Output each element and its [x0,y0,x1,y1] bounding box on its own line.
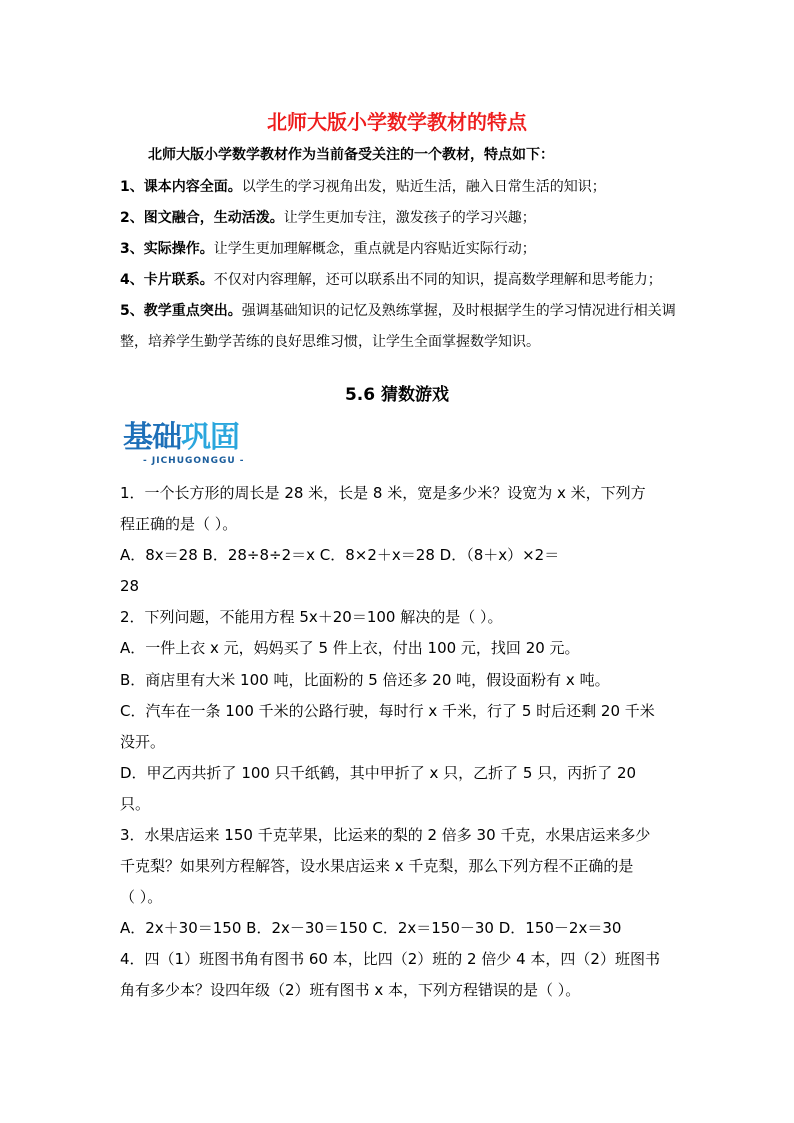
feature-text: 强调基础知识的记忆及熟练掌握，及时根据学生的学习情况进行相关调 [241,303,676,319]
feature-text: 整，培养学生勤学苦练的良好思维习惯，让学生全面掌握数学知识。 [120,334,540,350]
logo-main-text [123,421,239,455]
question-line: D．甲乙丙共折了 100 只千纸鹤，其中甲折了 x 只，乙折了 5 只，丙折了 20 [120,764,637,782]
page-title: 北师大版小学数学教材的特点 [267,110,527,134]
question-line: A．2x＋30＝150 B．2x－30＝150 C．2x＝150－30 D．150－2x＝30 [120,919,622,937]
question-line: 3．水果店运来 150 千克苹果，比运来的梨的 2 倍多 30 千克，水果店运来多少 [120,826,651,844]
feature-heading: 5、教学重点突出。 [120,303,242,319]
question-line: C．汽车在一条 100 千米的公路行驶，每时行 x 千米，行了 5 时后还剩 20 千米 [120,702,655,720]
feature-heading: 1、课本内容全面。 [120,179,242,195]
basic-consolidation-logo [123,421,268,473]
feature-text: 以学生的学习视角出发，贴近生活，融入日常生活的知识； [241,179,606,195]
feature-item-2 [120,208,536,228]
question-line: 1．一个长方形的周长是 28 米，长是 8 米，宽是多少米？设宽为 x 米，下列方 [120,484,646,502]
feature-item-1 [120,177,606,197]
feature-text: 让学生更加专注，激发孩子的学习兴趣； [283,210,536,226]
feature-heading: 2、图文融合，生动活泼。 [120,210,284,226]
question-line: （ ）。 [120,888,163,906]
intro-sentence: 北师大版小学数学教材作为当前备受关注的一个教材，特点如下： [148,147,554,163]
question-line: 只。 [120,795,151,813]
intro-text [148,145,554,165]
question-line: 角有多少本？设四年级（2）班有图书 x 本，下列方程错误的是（ ）。 [120,981,581,999]
question-line: 2．下列问题，不能用方程 5x＋20＝100 解决的是（ ）。 [120,608,503,626]
question-line: 千克梨？如果列方程解答，设水果店运来 x 千克梨，那么下列方程不正确的是 [120,857,634,875]
feature-item-3 [120,239,536,259]
feature-item-5-continued [120,332,540,352]
question-line: B．商店里有大米 100 吨，比面粉的 5 倍还多 20 吨，假设面粉有 x 吨。 [120,671,610,689]
feature-item-4 [120,270,662,290]
feature-item-5 [120,301,676,321]
section-title: 5.6 猜数游戏 [344,385,450,405]
question-line: 没开。 [120,733,166,751]
feature-heading: 4、卡片联系。 [120,272,214,288]
feature-heading: 3、实际操作。 [120,241,214,257]
question-line: A．8x＝28 B．28÷8÷2＝x C．8×2＋x＝28 D．（8＋x）×2＝ [120,546,560,564]
logo-text-b: 巩固 [181,420,239,455]
question-line: 程正确的是（ ）。 [120,515,238,533]
question-line: 28 [120,577,140,595]
feature-text: 让学生更加理解概念，重点就是内容贴近实际行动； [213,241,536,257]
question-line: 4．四（1）班图书角有图书 60 本，比四（2）班的 2 倍少 4 本，四（2）班图书 [120,950,660,968]
logo-subtitle: - JICHUGONGGU - [143,456,245,466]
logo-text-a: 基础 [123,420,181,455]
feature-text: 不仅对内容理解，还可以联系出不同的知识，提高数学理解和思考能力； [213,272,662,288]
question-line: A．一件上衣 x 元，妈妈买了 5 件上衣，付出 100 元，找回 20 元。 [120,639,580,657]
